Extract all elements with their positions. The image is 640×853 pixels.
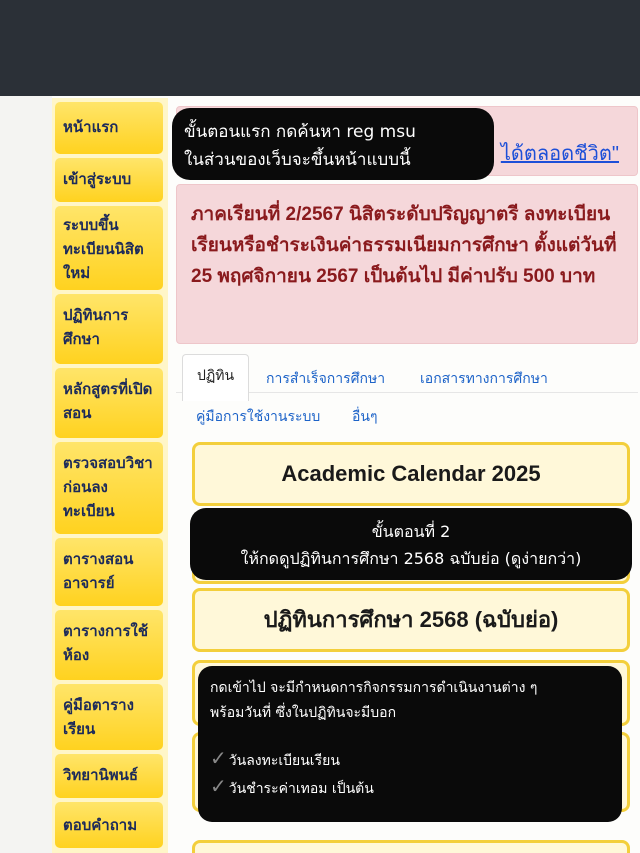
checklist-label: วันชำระค่าเทอม เป็นต้น [228,781,374,797]
annotation-line: ให้กดดูปฏิทินการศึกษา 2568 ฉบับย่อ (ดูง่ายกว่า) [240,549,582,568]
annotation-line: ขั้นตอนแรก กดค้นหา reg msu [184,122,416,142]
sidebar-item-label: ตรวจสอบวิชาก่อนลงทะเบียน [63,455,153,520]
sidebar-item-label: ตารางการใช้ห้อง [63,623,149,664]
step2-annotation [190,508,632,580]
tab-system-manual[interactable]: คู่มือการใช้งานระบบ [196,408,321,424]
sidebar-item-thesis[interactable] [55,754,163,798]
tab-bar [176,354,638,436]
annotation-line: กดเข้าไป จะมีกำหนดการกิจกรรมการดำเนินงานต่าง ๆ [210,680,538,696]
top-dark-bar [0,0,640,96]
tab-graduation[interactable]: การสำเร็จการศึกษา [266,370,386,386]
sidebar-item-teacher-schedule[interactable] [55,538,163,606]
calendar-2568-short-card[interactable] [192,588,630,652]
tab-academic-documents[interactable]: เอกสารทางการศึกษา [420,370,548,386]
academic-calendar-2025-card[interactable] [192,442,630,506]
tab-calendar[interactable]: ปฏิทิน [182,354,249,401]
sidebar-item-login[interactable] [55,158,163,202]
sidebar-item-check-courses[interactable] [55,442,163,534]
step3-annotation [198,666,622,822]
page-left-margin [0,96,52,853]
sidebar-item-label: เข้าสู่ระบบ [63,171,132,188]
announcement-link[interactable]: ได้ตลอดชีวิต" [500,143,619,165]
checklist-item [210,774,610,802]
sidebar-item-room-schedule[interactable] [55,610,163,680]
registration-alert [176,184,638,344]
step1-annotation [172,108,494,180]
annotation-line: ในส่วนของเว็บจะขึ้นหน้าแบบนี้ [184,150,411,170]
sidebar-item-label: หลักสูตรที่เปิดสอน [63,381,153,422]
sidebar-item-academic-calendar[interactable] [55,294,163,364]
alert-text: ภาคเรียนที่ 2/2567 นิสิตระดับปริญญาตรี ลงทะเบียนเรียนหรือชำระเงินค่าธรรมเนียมการศึกษา ตั้งแต่วันที่ 25 พฤศจิกายน 2567 เป็นต้นไป มีค่าปรับ 500 บาท [191,204,617,287]
sidebar-item-home[interactable] [55,102,163,154]
checklist-item [210,746,610,774]
sidebar-item-label: ตารางสอนอาจารย์ [63,551,134,592]
sidebar-item-label: ปฏิทินการศึกษา [63,307,129,348]
card-title: ปฏิทินการศึกษา 2568 (ฉบับย่อ) [263,607,559,632]
annotation-line: พร้อมวันที่ ซึ่งในปฏิทินจะมีบอก [210,705,397,721]
sidebar-item-faq[interactable] [55,802,163,848]
card-title: Academic Calendar 2025 [281,461,541,486]
sidebar-item-curriculum[interactable] [55,368,163,438]
sidebar-item-label: คู่มือตารางเรียน [63,697,134,738]
sidebar-item-timetable-manual[interactable] [55,684,163,750]
sidebar-menu [52,98,168,853]
sidebar-item-new-student-registration[interactable] [55,206,163,290]
tab-others[interactable]: อื่นๆ [352,408,378,424]
checkmark-icon: ✓ [210,746,227,770]
sidebar-item-label: วิทยานิพนธ์ [63,767,139,784]
checklist-label: วันลงทะเบียนเรียน [228,753,340,769]
calendar-card-partial[interactable] [192,840,630,853]
sidebar-item-label: ตอบคำถาม [63,817,138,834]
checkmark-icon: ✓ [210,774,227,798]
sidebar-item-label: ระบบขึ้นทะเบียนนิสิตใหม่ [63,217,144,282]
annotation-line: ขั้นตอนที่ 2 [371,522,451,541]
sidebar-item-label: หน้าแรก [63,119,119,136]
